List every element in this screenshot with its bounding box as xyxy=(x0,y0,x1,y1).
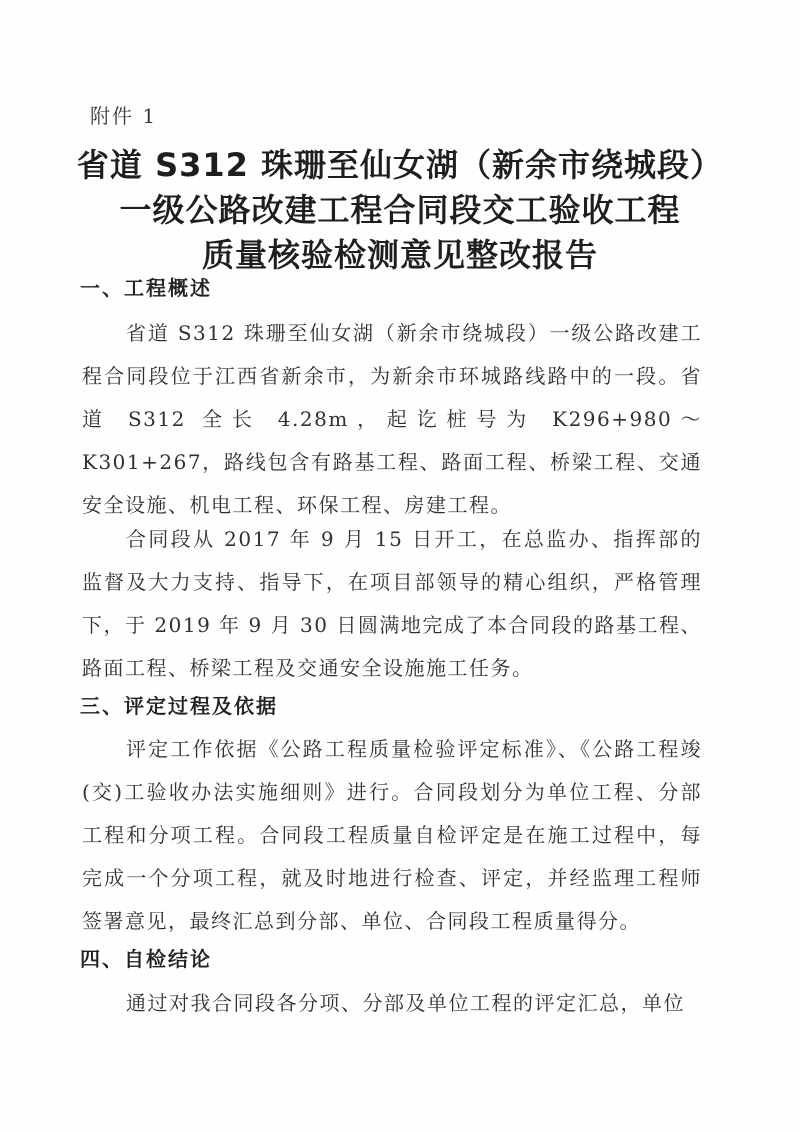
overview-paragraph-1: 省道 S312 珠珊至仙女湖（新余市绕城段）一级公路改建工程合同段位于江西省新余市，为新余市环城路线路中的一段。省道 S312 全长 4.28m，起讫桩号为 K296+980～K301+267，路线包含有路基工程、路面工程、桥梁工程、交通安全设施、机电工程、环保工程、房建工程。 xyxy=(82,321,702,517)
section-heading-conclusion: 四、自检结论 xyxy=(80,947,212,971)
section-heading-overview: 一、工程概述 xyxy=(80,276,212,300)
title-line-1: 省道 S312 珠珊至仙女湖（新余市绕城段） xyxy=(76,146,724,184)
evaluation-paragraph: 评定工作依据《公路工程质量检验评定标准》、《公路工程竣(交)工验收办法实施细则》进行。合同段划分为单位工程、分部工程和分项工程。合同段工程质量自检评定是在施工过程中，每完成一个分项工程，就及时地进行检查、评定，并经监理工程师签署意见，最终汇总到分部、单位、合同段工程质量得分。 xyxy=(82,737,702,933)
overview-paragraph-2: 合同段从 2017 年 9 月 15 日开工，在总监办、指挥部的监督及大力支持、指导下，在项目部领导的精心组织，严格管理下，于 2019 年 9 月 30 日圆满地完成了本合同段的路基工程、路面工程、桥梁工程及交通安全设施施工任务。 xyxy=(82,527,702,680)
conclusion-paragraph: 通过对我合同段各分项、分部及单位工程的评定汇总，单位 xyxy=(126,991,685,1015)
attachment-label: 附件 1 xyxy=(90,104,158,128)
title-line-2: 一级公路改建工程合同段交工验收工程 xyxy=(119,191,681,229)
section-heading-evaluation: 三、评定过程及依据 xyxy=(80,694,278,718)
title-line-3: 质量核验检测意见整改报告 xyxy=(201,236,598,274)
